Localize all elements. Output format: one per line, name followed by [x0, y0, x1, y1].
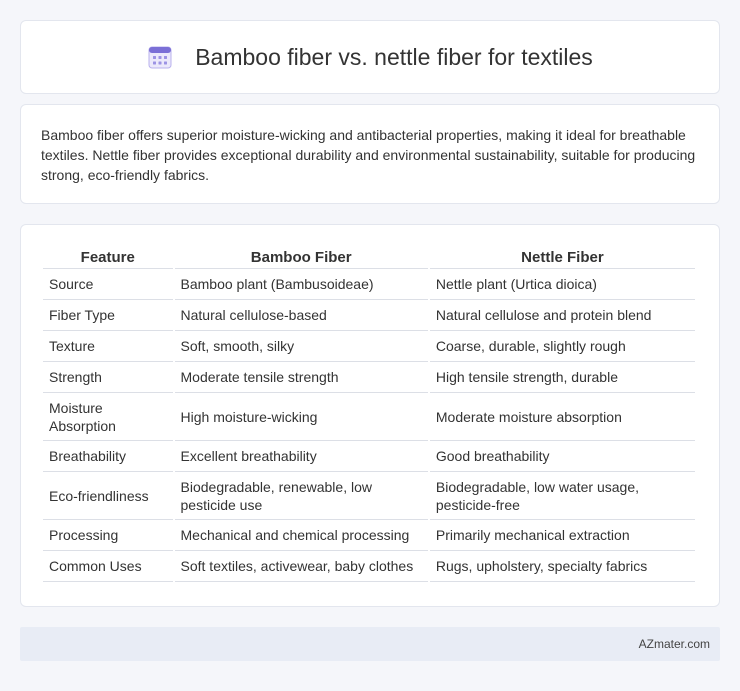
summary-card: [20, 104, 720, 204]
bamboo-cell: Biodegradable, renewable, low pesticide use: [175, 472, 428, 520]
header-bamboo: Bamboo Fiber: [175, 245, 428, 269]
table-row: [43, 362, 695, 393]
nettle-cell: Moderate moisture absorption: [430, 393, 695, 441]
nettle-cell: High tensile strength, durable: [430, 362, 695, 393]
feature-cell: Moisture Absorption: [43, 393, 173, 441]
footer: [20, 627, 720, 661]
comparison-table-card: [20, 224, 720, 607]
header-feature: Feature: [43, 245, 173, 269]
header-nettle: Nettle Fiber: [430, 245, 695, 269]
bamboo-cell: Soft textiles, activewear, baby clothes: [175, 551, 428, 582]
nettle-cell: Nettle plant (Urtica dioica): [430, 269, 695, 300]
feature-cell: Strength: [43, 362, 173, 393]
bamboo-cell: Moderate tensile strength: [175, 362, 428, 393]
table-row: [43, 472, 695, 520]
table-row: [43, 393, 695, 441]
nettle-cell: Natural cellulose and protein blend: [430, 300, 695, 331]
bamboo-cell: Bamboo plant (Bambusoideae): [175, 269, 428, 300]
nettle-cell: Coarse, durable, slightly rough: [430, 331, 695, 362]
table-row: [43, 331, 695, 362]
table-row: [43, 441, 695, 472]
page-title: Bamboo fiber vs. nettle fiber for textiles: [195, 43, 593, 70]
feature-cell: Common Uses: [43, 551, 173, 582]
feature-cell: Source: [43, 269, 173, 300]
nettle-cell: Good breathability: [430, 441, 695, 472]
footer-brand: AZmater.com: [638, 637, 710, 651]
table-row: [43, 269, 695, 300]
feature-cell: Fiber Type: [43, 300, 173, 331]
bamboo-cell: Natural cellulose-based: [175, 300, 428, 331]
nettle-cell: Primarily mechanical extraction: [430, 520, 695, 551]
bamboo-cell: Excellent breathability: [175, 441, 428, 472]
nettle-cell: Biodegradable, low water usage, pesticide-free: [430, 472, 695, 520]
bamboo-cell: High moisture-wicking: [175, 393, 428, 441]
feature-cell: Processing: [43, 520, 173, 551]
nettle-cell: Rugs, upholstery, specialty fabrics: [430, 551, 695, 582]
comparison-table: [41, 245, 697, 582]
table-row: [43, 520, 695, 551]
feature-cell: Breathability: [43, 441, 173, 472]
calendar-icon: [147, 44, 173, 70]
bamboo-cell: Mechanical and chemical processing: [175, 520, 428, 551]
summary-text: Bamboo fiber offers superior moisture-wicking and antibacterial properties, making it ideal for breathable textiles. Nettle fiber provides exceptional durability and environmental sustainability, suitable for producing strong, eco-friendly fabrics.: [41, 127, 696, 183]
table-row: [43, 300, 695, 331]
feature-cell: Texture: [43, 331, 173, 362]
table-row: [43, 551, 695, 582]
feature-cell: Eco-friendliness: [43, 472, 173, 520]
title-card: [20, 20, 720, 94]
bamboo-cell: Soft, smooth, silky: [175, 331, 428, 362]
table-header-row: [43, 245, 695, 269]
